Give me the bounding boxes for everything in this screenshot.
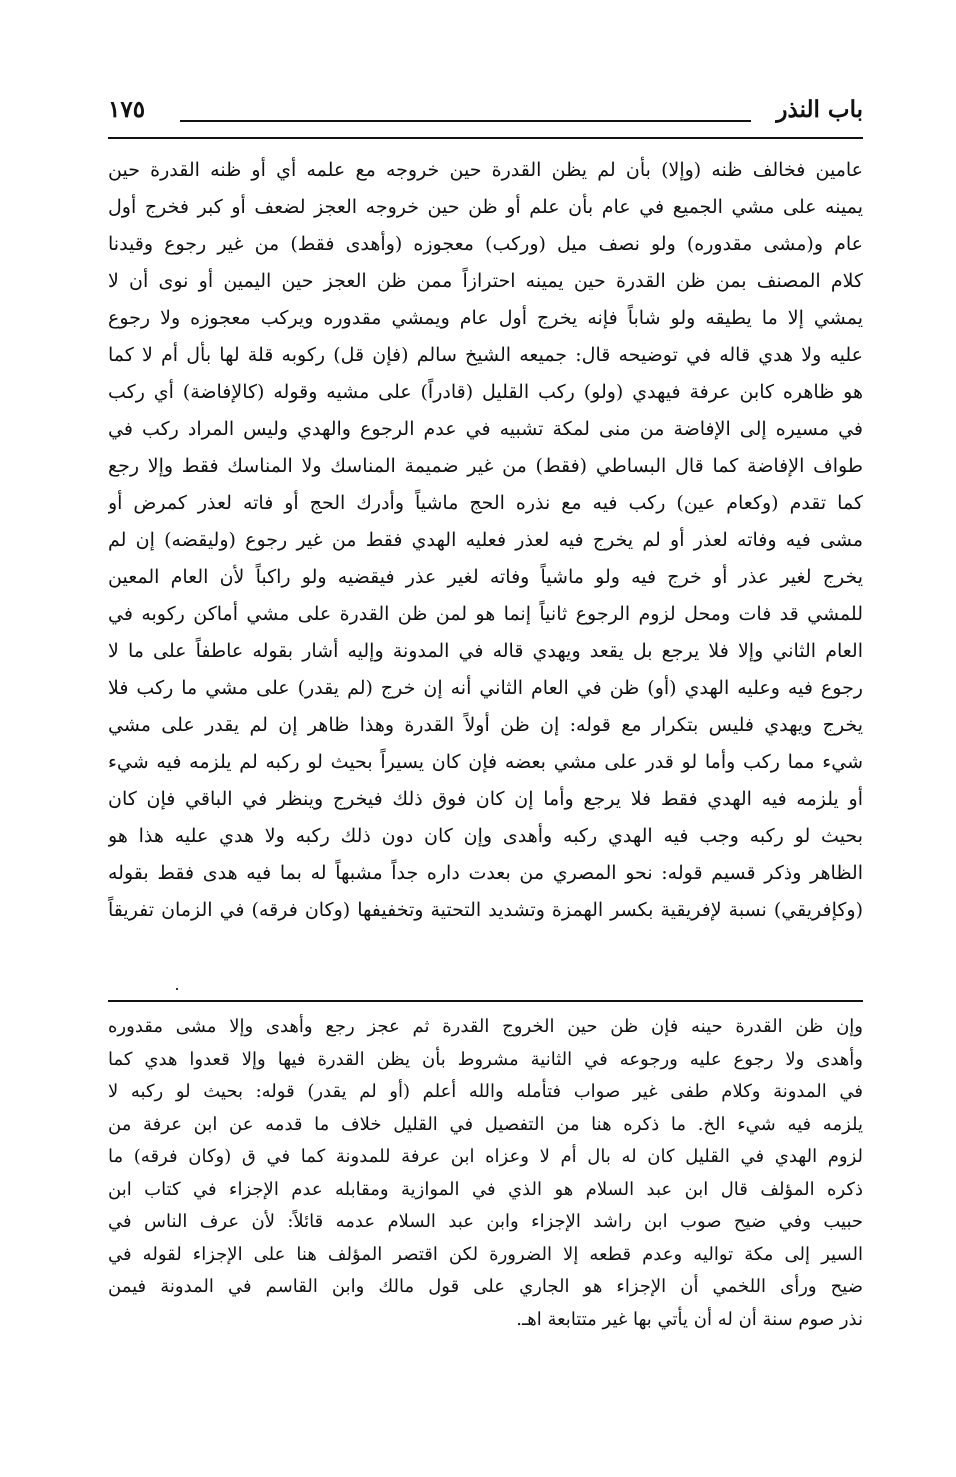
text-line: أو يلزمه فيه الهدي فقط فلا يرجع وأما إن كان فوق ذلك فيخرج وينظر في الباقي فإن كان bbox=[108, 788, 863, 810]
footnote-line: وأهدى ولا رجوع عليه ورجوعه في الثانية مشروط بأن يظن القدرة فيها وإلا قعدوا هدي كما bbox=[108, 1048, 863, 1070]
running-title: باب النذر bbox=[776, 96, 863, 123]
text-line: (وكإفريقي) نسبة لإفريقية بكسر الهمزة وتشديد التحتية وتخفيفها (وكان فرقه) في الزمان تفريقاً bbox=[108, 899, 863, 921]
text-line: يخرج ويهدي فليس بتكرار مع قوله: إن ظن أولاً القدرة وهذا ظاهر إن لم يقدر على مشي bbox=[108, 714, 863, 736]
footnote-line: حبيب وفي ضيح صوب ابن راشد الإجزاء وابن عبد السلام عدمه قائلاً: لأن عرف الناس في bbox=[108, 1211, 863, 1232]
footnote-line: يلزمه فيه شيء الخ. ما ذكره هنا من التفصيل في القليل خلاف ما قدمه عن ابن عرفة من bbox=[108, 1113, 863, 1135]
text-line: كلام المصنف بمن ظن القدرة حين يمينه احترازاً ممن ظن العجز حين اليمين أو نوى أن لا bbox=[108, 270, 863, 292]
page-header bbox=[108, 96, 863, 136]
footnote-text bbox=[108, 1011, 863, 1336]
footnote-line: نذر صوم سنة أن له أن يأتي بها غير متتابعة اهـ. bbox=[516, 1308, 863, 1330]
header-divider bbox=[108, 137, 863, 139]
text-line: كما تقدم (وكعام عين) ركب فيه مع نذره الحج ماشياً وأدرك الحج أو فاته لعذر كمرض أو bbox=[108, 492, 863, 514]
text-line: يخرج لغير عذر أو خرج فيه ولو ماشياً وفاته لغير عذر فيقضيه ولو راكباً لأن العام المعين bbox=[108, 566, 863, 588]
text-line: بحيث لو ركبه وجب فيه الهدي ركبه وأهدى وإن كان دون ذلك ركبه ولا هدي عليه هذا هو bbox=[108, 825, 863, 847]
text-line: طواف الإفاضة كما قال البساطي (فقط) من غير ضميمة المناسك ولا المناسك فقط وإلا رجع bbox=[108, 455, 863, 477]
text-line: عام و(مشى مقدوره) ولو نصف ميل (وركب) معجوزه (وأهدى فقط) من غير رجوع وقيدنا bbox=[108, 233, 863, 255]
footnote-line: في المدونة وكلام طفى غير صواب فتأمله والله أعلم (أو لم يقدر) قوله: بحيث لو ركبه لا bbox=[108, 1081, 863, 1102]
page-number: ١٧٥ bbox=[108, 96, 146, 123]
text-line: في مسيره إلى الإفاضة من منى لمكة تشبيه في عدم الرجوع والهدي وليس المراد ركب في bbox=[108, 418, 863, 440]
text-line: يمينه على مشي الجميع في عام بأن علم أو ظن حين خروجه العجز لضعف أو كبر فخرج أول bbox=[108, 196, 863, 218]
text-line: مشى فيه وفاته لعذر أو لم يخرج فيه لعذر فعليه الهدي فقط من غير رجوع (وليقضه) إن لم bbox=[108, 529, 863, 551]
footnote-line: ذكره المؤلف قال ابن عبد السلام هو الذي في الموازية ومقابله عدم الإجزاء في كتاب ابن bbox=[108, 1178, 863, 1200]
text-line: الظاهر وذكر قسيم قوله: نحو المصري من بعدت داره جداً مشبهاً له بما فيه هدى فقط بقوله bbox=[108, 862, 863, 884]
footnote-line: لزوم الهدي في القليل كان له بال أم لا وعزاه ابن عرفة للمدونة كما في ق (وكان فرقه) ما bbox=[108, 1146, 863, 1167]
text-line: عامين فخالف ظنه (وإلا) بأن لم يظن القدرة حين خروجه مع علمه أي أو ظنه القدرة حين bbox=[108, 159, 863, 181]
footnote-line: ضيح ورأى اللخمي أن الإجزاء هو الجاري على قول مالك وابن القاسم في المدونة فيمن bbox=[108, 1276, 863, 1297]
text-line: هو ظاهره كابن عرفة فيهدي (ولو) ركب القليل (قادراً) على مشيه وقوله (كالإفاضة) أي ركب bbox=[108, 381, 863, 403]
main-text bbox=[108, 152, 863, 929]
header-rule bbox=[180, 120, 751, 122]
text-line: عليه ولا هدي قاله في توضيحه قال: جميعه الشيخ سالم (فإن قل) ركوبه قلة لها بأل أم لا كما bbox=[108, 344, 863, 366]
footnote-divider bbox=[108, 1000, 863, 1002]
text-line: رجوع فيه وعليه الهدي (أو) ظن في العام الثاني أنه إن خرج (لم يقدر) على مشي ما ركب فلا bbox=[108, 677, 863, 699]
text-line: العام الثاني وإلا فلا يرجع بل يقعد ويهدي قاله في المدونة وإليه أشار بقوله عاطفاً على ما لا bbox=[108, 640, 863, 662]
text-line: يمشي إلا ما يطيقه ولو شاباً فإنه يخرج أول عام ويمشي مقدوره ويركب معجوزه ولا رجوع bbox=[108, 307, 863, 329]
text-line: شيء مما ركب وأما لو قدر على مشي بعضه فإن كان يسيراً بحيث لو ركبه لم يلزمه فيه شيء bbox=[108, 751, 863, 773]
print-speck bbox=[176, 988, 178, 990]
footnote-line: وإن ظن القدرة حينه فإن ظن حين الخروج القدرة ثم عجز رجع وأهدى وإلا مشى مقدوره bbox=[108, 1016, 863, 1037]
text-line: للمشي قد فات ومحل لزوم الرجوع ثانياً إنما هو لمن ظن القدرة على مشي أماكن ركوبه في bbox=[108, 603, 863, 625]
footnote-line: السير إلى مكة تواليه وعدم قطعه إلا الضرورة لكن اقتصر المؤلف هنا على الإجزاء لقوله في bbox=[108, 1243, 863, 1265]
